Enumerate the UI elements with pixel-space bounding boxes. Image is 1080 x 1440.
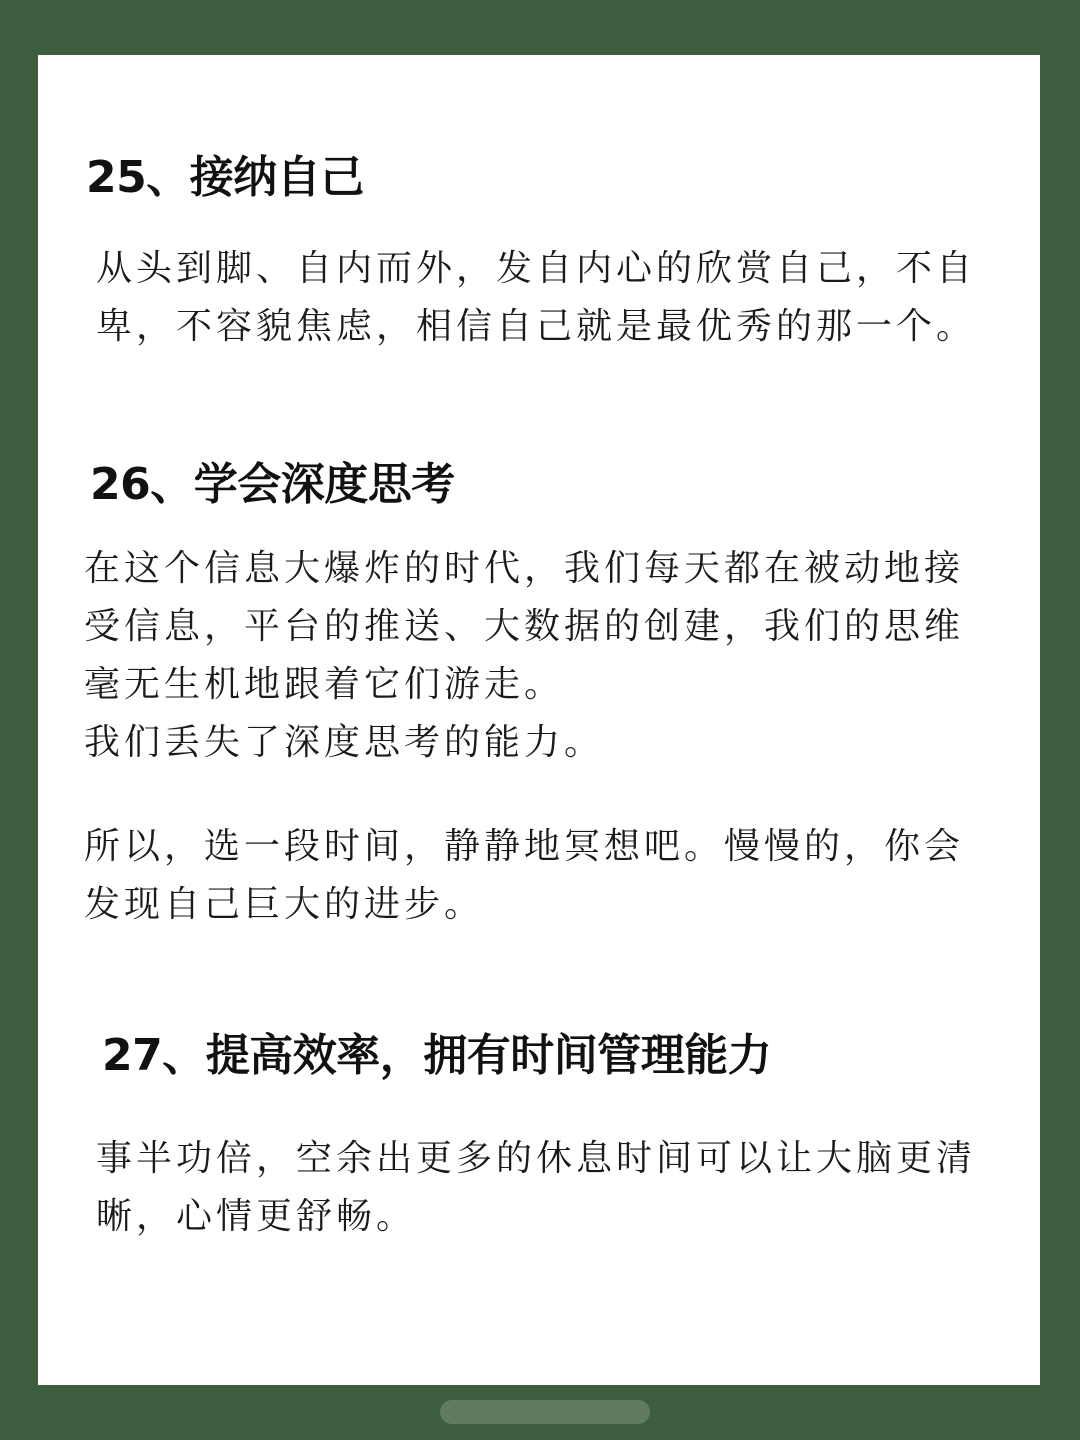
paragraph-line: 毫无生机地跟着它们游走。	[84, 664, 565, 705]
section-26-paragraph-2	[84, 818, 964, 934]
paragraph-line: 我们丢失了深度思考的能力。	[84, 722, 605, 763]
paragraph-line: 所以，选一段时间，静静地冥想吧。慢慢的，你会	[84, 826, 965, 867]
paragraph-line: 发现自己巨大的进步。	[84, 884, 485, 925]
paragraph-line: 受信息，平台的推送、大数据的创建，我们的思维	[84, 606, 965, 647]
section-26-paragraph-1	[84, 540, 964, 772]
section-26-heading: 26、学会深度思考	[90, 459, 455, 510]
section-25-paragraph	[96, 240, 976, 356]
paragraph-line: 晰，心情更舒畅。	[96, 1196, 417, 1237]
section-27-heading: 27、提高效率，拥有时间管理能力	[102, 1030, 772, 1081]
section-27-paragraph	[96, 1130, 976, 1246]
paragraph-line: 事半功倍，空余出更多的休息时间可以让大脑更清	[96, 1138, 977, 1179]
paragraph-line: 在这个信息大爆炸的时代，我们每天都在被动地接	[84, 548, 965, 589]
watermark	[440, 1400, 650, 1424]
paragraph-line: 卑，不容貌焦虑，相信自己就是最优秀的那一个。	[96, 306, 977, 347]
section-25-heading: 25、接纳自己	[86, 152, 364, 203]
paragraph-line: 从头到脚、自内而外，发自内心的欣赏自己，不自	[96, 248, 977, 289]
